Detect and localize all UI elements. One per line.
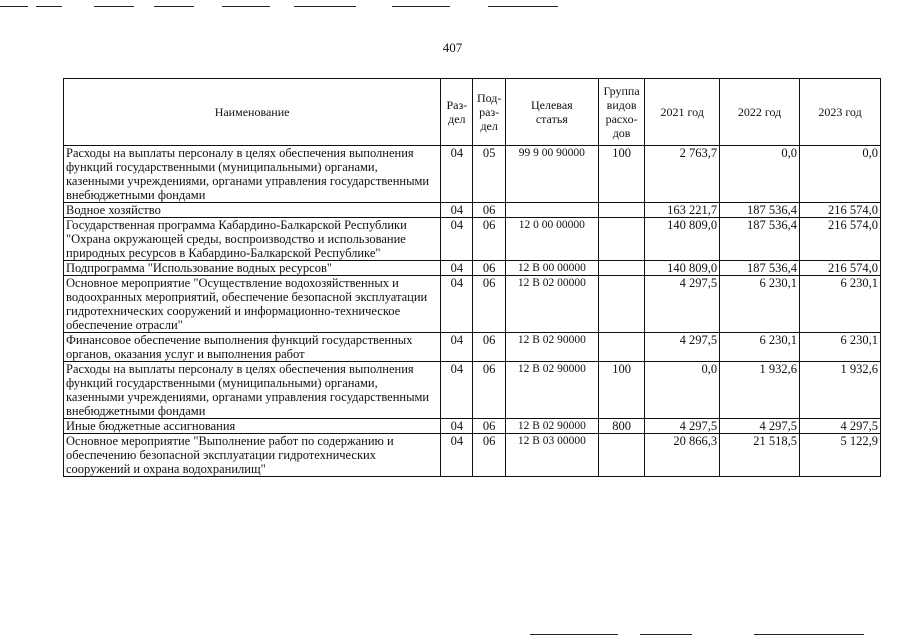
- row-target-article: 12 0 00 00000: [505, 218, 598, 261]
- row-amount-2021: 4 297,5: [645, 276, 720, 333]
- row-target-article: [505, 203, 598, 218]
- scan-artifact-line: [222, 6, 270, 7]
- row-amount-2021: 2 763,7: [645, 146, 720, 203]
- row-amount-2022: 21 518,5: [720, 434, 800, 477]
- row-razdel: 04: [441, 434, 473, 477]
- scan-artifact-line: [530, 634, 618, 635]
- row-amount-2021: 4 297,5: [645, 419, 720, 434]
- row-expense-group: [598, 276, 645, 333]
- row-name: Водное хозяйство: [64, 203, 441, 218]
- table-row: [64, 333, 881, 362]
- row-expense-group: 800: [598, 419, 645, 434]
- row-amount-2022: 187 536,4: [720, 218, 800, 261]
- row-podrazdel: 06: [473, 434, 505, 477]
- table-header-row: [64, 79, 881, 146]
- header-year-2023: 2023 год: [800, 79, 881, 146]
- row-razdel: 04: [441, 261, 473, 276]
- header-razdel: Раз- дел: [441, 79, 473, 146]
- header-target-article: Целевая статья: [505, 79, 598, 146]
- scan-artifact-line: [154, 6, 194, 7]
- row-name: Основное мероприятие "Выполнение работ по содержанию и обеспечению безопасной эксплуатации гидротехнических сооружений и охрана водохранилищ": [64, 434, 441, 477]
- row-podrazdel: 06: [473, 419, 505, 434]
- row-amount-2022: 6 230,1: [720, 333, 800, 362]
- row-target-article: 12 В 02 90000: [505, 419, 598, 434]
- row-expense-group: [598, 218, 645, 261]
- table-row: [64, 261, 881, 276]
- row-podrazdel: 06: [473, 362, 505, 419]
- row-name: Подпрограмма "Использование водных ресурсов": [64, 261, 441, 276]
- row-amount-2022: 187 536,4: [720, 203, 800, 218]
- row-razdel: 04: [441, 218, 473, 261]
- scan-artifact-line: [488, 6, 558, 7]
- row-name: Расходы на выплаты персоналу в целях обеспечения выполнения функций государственными (муниципальными) органами, казенными учреждениями, органами управления государственными внебюджетными фондами: [64, 146, 441, 203]
- scan-artifact-line: [0, 6, 28, 7]
- row-name: Финансовое обеспечение выполнения функций государственных органов, оказания услуг и выполнения работ: [64, 333, 441, 362]
- row-podrazdel: 06: [473, 218, 505, 261]
- row-expense-group: [598, 203, 645, 218]
- table-row: [64, 434, 881, 477]
- header-expense-group: Группа видов расхо- дов: [598, 79, 645, 146]
- table-row: [64, 218, 881, 261]
- row-target-article: 99 9 00 90000: [505, 146, 598, 203]
- budget-table: [63, 78, 881, 477]
- row-name: Государственная программа Кабардино-Балкарской Республики "Охрана окружающей среды, воспроизводство и использование природных ресурсов в Кабардино-Балкарской Республике": [64, 218, 441, 261]
- row-amount-2023: 216 574,0: [800, 218, 881, 261]
- row-amount-2021: 140 809,0: [645, 261, 720, 276]
- row-amount-2021: 0,0: [645, 362, 720, 419]
- row-razdel: 04: [441, 203, 473, 218]
- row-name: Расходы на выплаты персоналу в целях обеспечения выполнения функций государственными (муниципальными) органами, казенными учреждениями, органами управления государственными внебюджетными фондами: [64, 362, 441, 419]
- row-podrazdel: 05: [473, 146, 505, 203]
- row-podrazdel: 06: [473, 203, 505, 218]
- row-amount-2022: 187 536,4: [720, 261, 800, 276]
- header-year-2021: 2021 год: [645, 79, 720, 146]
- row-expense-group: 100: [598, 362, 645, 419]
- row-target-article: 12 В 02 90000: [505, 333, 598, 362]
- scan-artifact-line: [640, 634, 692, 635]
- row-amount-2023: 5 122,9: [800, 434, 881, 477]
- row-expense-group: 100: [598, 146, 645, 203]
- row-razdel: 04: [441, 419, 473, 434]
- row-podrazdel: 06: [473, 261, 505, 276]
- row-podrazdel: 06: [473, 333, 505, 362]
- scan-artifact-line: [294, 6, 356, 7]
- row-amount-2022: 6 230,1: [720, 276, 800, 333]
- row-razdel: 04: [441, 276, 473, 333]
- row-expense-group: [598, 434, 645, 477]
- row-amount-2021: 20 866,3: [645, 434, 720, 477]
- table-row: [64, 276, 881, 333]
- row-razdel: 04: [441, 362, 473, 419]
- row-target-article: 12 В 02 00000: [505, 276, 598, 333]
- row-amount-2022: 4 297,5: [720, 419, 800, 434]
- header-podrazdel: Под- раз- дел: [473, 79, 505, 146]
- header-year-2022: 2022 год: [720, 79, 800, 146]
- row-amount-2023: 216 574,0: [800, 203, 881, 218]
- row-amount-2022: 0,0: [720, 146, 800, 203]
- scan-artifact-line: [392, 6, 450, 7]
- row-target-article: 12 В 00 00000: [505, 261, 598, 276]
- row-amount-2023: 1 932,6: [800, 362, 881, 419]
- table-row: [64, 419, 881, 434]
- scan-artifact-line: [754, 634, 864, 635]
- page-number: 407: [442, 40, 463, 55]
- table-row: [64, 146, 881, 203]
- row-razdel: 04: [441, 333, 473, 362]
- row-podrazdel: 06: [473, 276, 505, 333]
- row-expense-group: [598, 333, 645, 362]
- row-target-article: 12 В 03 00000: [505, 434, 598, 477]
- table-row: [64, 362, 881, 419]
- row-amount-2023: 6 230,1: [800, 276, 881, 333]
- row-amount-2023: 216 574,0: [800, 261, 881, 276]
- row-amount-2023: 4 297,5: [800, 419, 881, 434]
- row-amount-2021: 4 297,5: [645, 333, 720, 362]
- row-name: Иные бюджетные ассигнования: [64, 419, 441, 434]
- row-razdel: 04: [441, 146, 473, 203]
- table-row: [64, 203, 881, 218]
- scan-artifact-line: [94, 6, 134, 7]
- row-amount-2023: 6 230,1: [800, 333, 881, 362]
- header-name: Наименование: [64, 79, 441, 146]
- row-amount-2021: 140 809,0: [645, 218, 720, 261]
- row-amount-2023: 0,0: [800, 146, 881, 203]
- scan-artifact-line: [36, 6, 62, 7]
- row-expense-group: [598, 261, 645, 276]
- row-amount-2021: 163 221,7: [645, 203, 720, 218]
- row-target-article: 12 В 02 90000: [505, 362, 598, 419]
- row-name: Основное мероприятие "Осуществление водохозяйственных и водоохранных мероприятий, обеспечение безопасной эксплуатации гидротехнических сооружений и информационно-техническое обеспечение отрасли": [64, 276, 441, 333]
- row-amount-2022: 1 932,6: [720, 362, 800, 419]
